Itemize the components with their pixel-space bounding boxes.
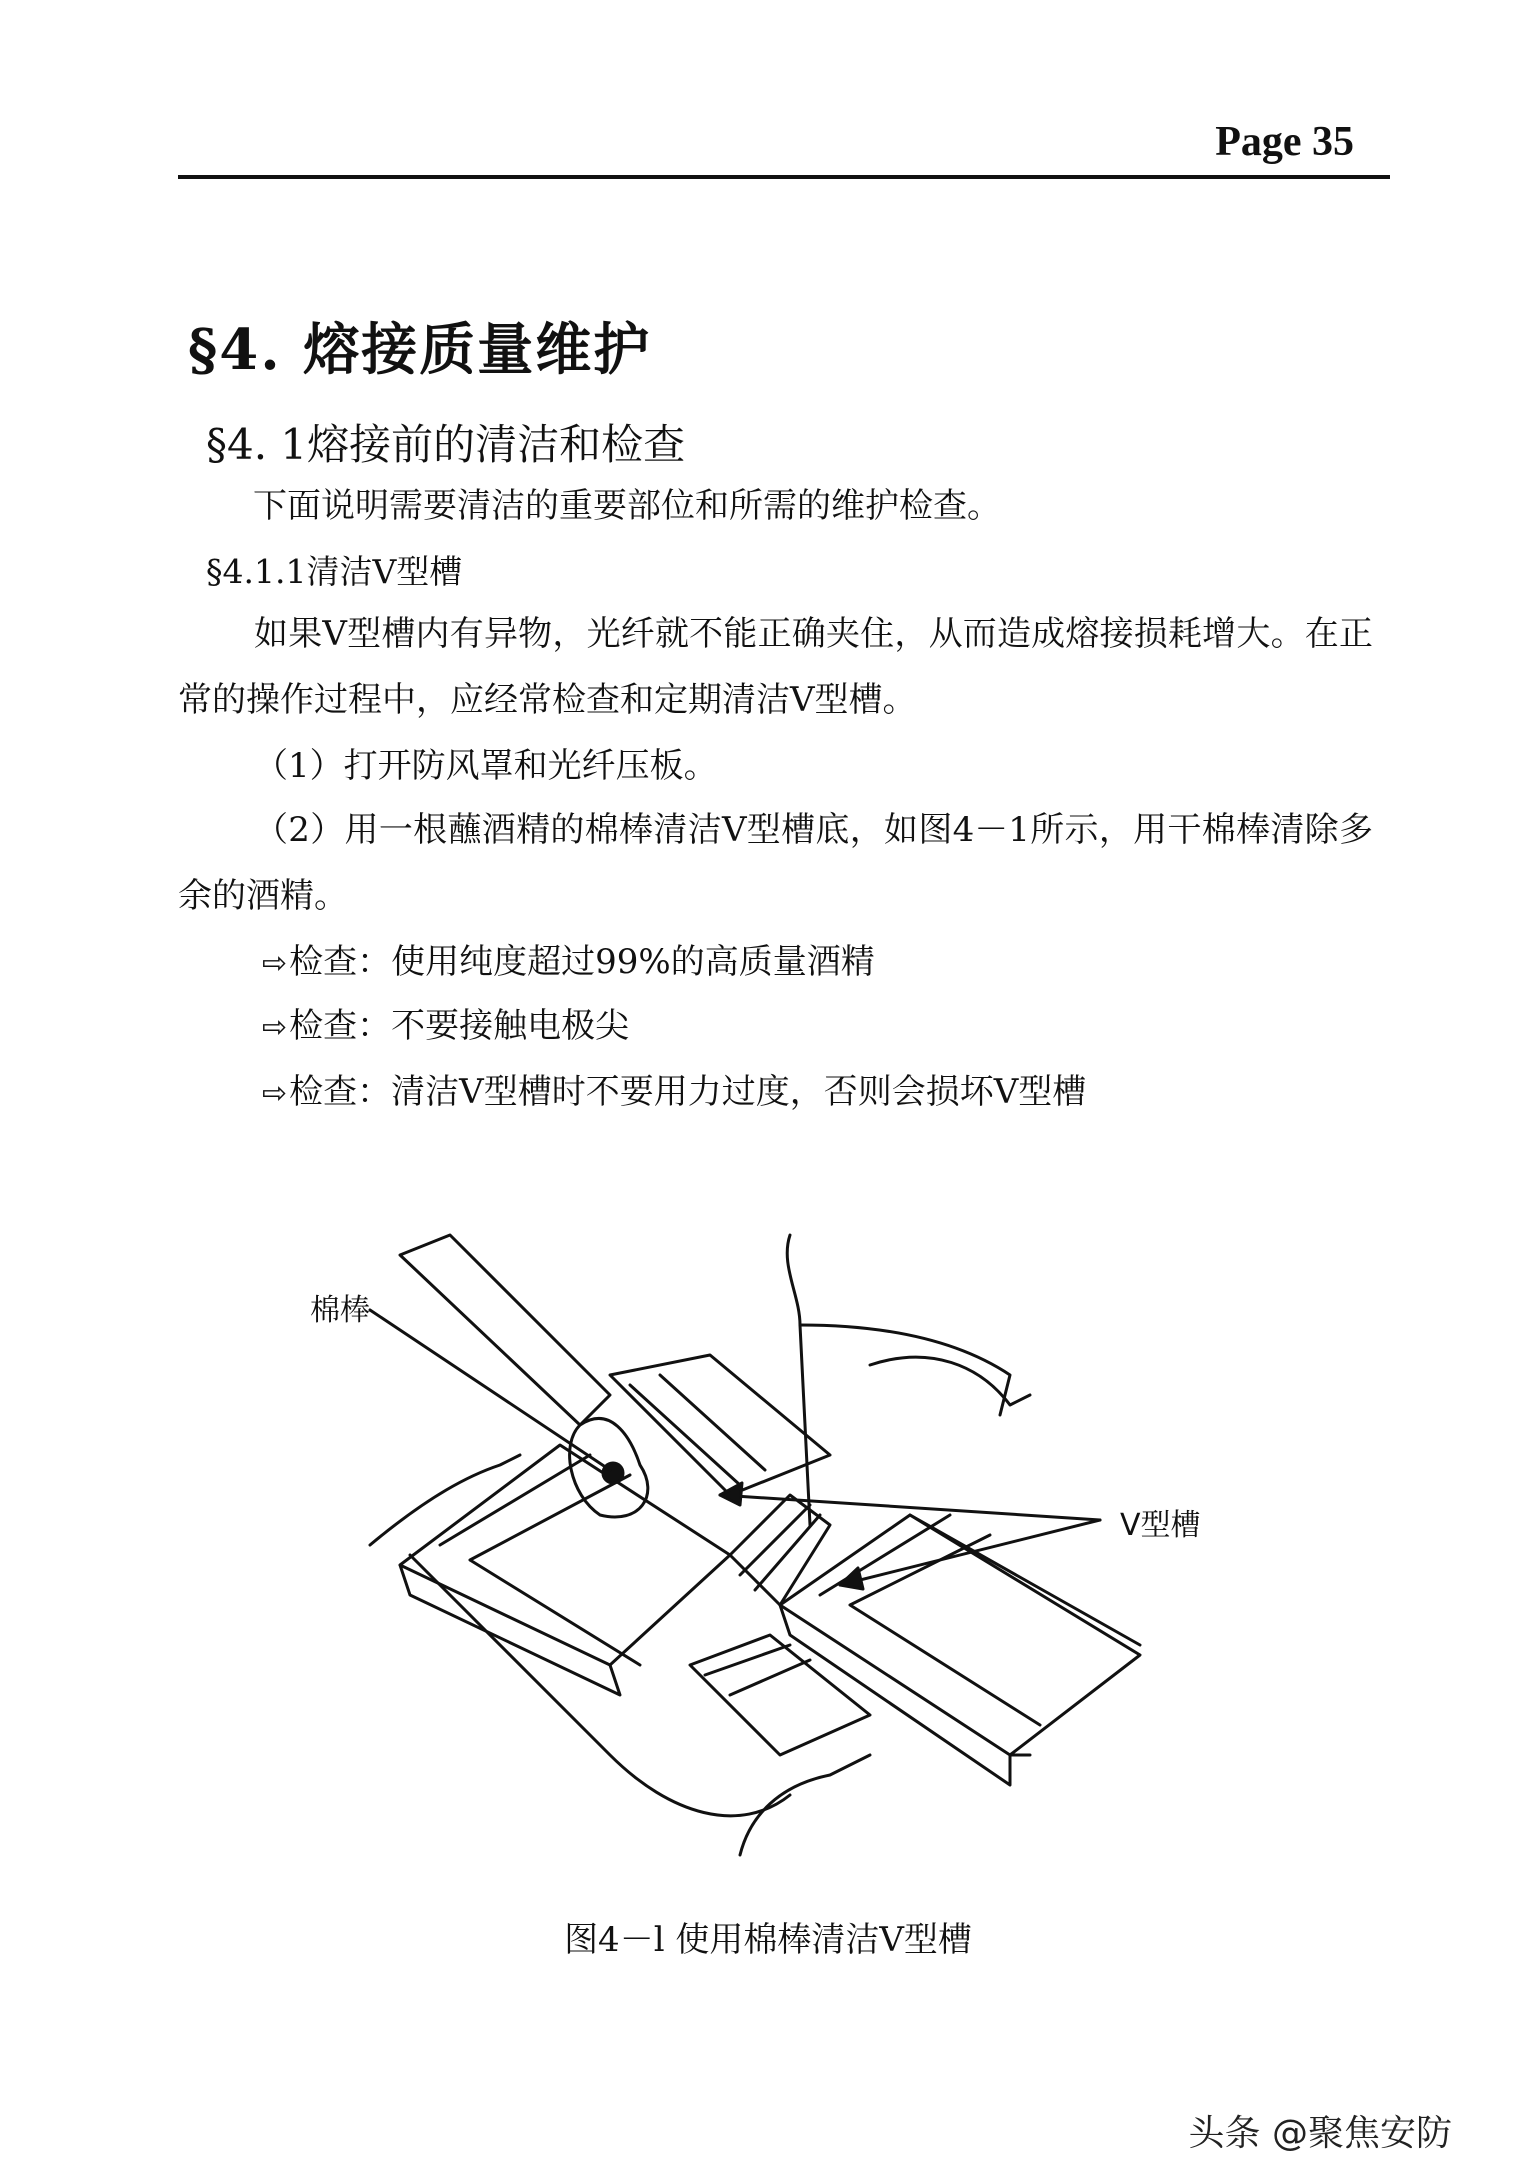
check-item — [262, 998, 629, 1047]
section-title: §4. 1熔接前的清洁和检查 — [206, 420, 686, 469]
right-ridge — [870, 1357, 1030, 1405]
check-text: 检查：清洁V型槽时不要用力过度，否则会损坏V型槽 — [289, 1072, 1087, 1112]
paragraph-vgroove: 如果V型槽内有异物，光纤就不能正确夹住，从而造成熔接损耗增大。在正常的操作过程中，应经常检查和定期清洁V型槽。 — [178, 614, 1373, 720]
figure-vgroove-illustration — [310, 1195, 1210, 1865]
step-1: （1）打开防风罩和光纤压板。 — [254, 746, 718, 786]
housing-outline-bottom2 — [740, 1755, 870, 1855]
right-arrow-icon: ⇨ — [262, 1076, 288, 1111]
arrowhead-2 — [840, 1568, 863, 1589]
check-item — [262, 934, 875, 983]
step-2: （2）用一根蘸酒精的棉棒清洁V型槽底，如图4－1所示，用干棉棒清除多余的酒精。 — [178, 810, 1373, 916]
check-item — [262, 1064, 1086, 1113]
left-block — [400, 1445, 730, 1665]
watermark: 头条 @聚焦安防 — [1188, 2113, 1452, 2154]
leader-vgroove-2 — [840, 1520, 1100, 1585]
leader-swab — [370, 1310, 610, 1470]
swab-stick — [400, 1235, 610, 1425]
figure-caption: 图4－l 使用棉棒清洁V型槽 — [564, 1920, 972, 1960]
left-block-groove — [440, 1455, 640, 1665]
label-swab: 棉棒 — [310, 1293, 370, 1328]
check-text: 检查：不要接触电极尖 — [289, 1006, 630, 1046]
center-channel — [730, 1495, 830, 1605]
upper-block-groove — [630, 1375, 765, 1485]
right-arrow-icon: ⇨ — [262, 946, 288, 981]
label-vgroove: V型槽 — [1120, 1508, 1201, 1543]
header-rule — [178, 175, 1390, 179]
subsection-title: §4.1.1清洁V型槽 — [206, 552, 463, 591]
intro-text: 下面说明需要清洁的重要部位和所需的维护检查。 — [253, 486, 1001, 526]
housing-outline-top — [787, 1235, 810, 1525]
chapter-title: §4. 熔接质量维护 — [188, 317, 652, 383]
right-arrow-icon: ⇨ — [262, 1010, 288, 1045]
housing-outline-right — [800, 1325, 1010, 1415]
upper-block — [610, 1355, 830, 1495]
page-number: Page 35 — [1215, 119, 1354, 165]
check-text: 检查：使用纯度超过99%的高质量酒精 — [289, 942, 875, 982]
lower-block — [690, 1635, 870, 1755]
